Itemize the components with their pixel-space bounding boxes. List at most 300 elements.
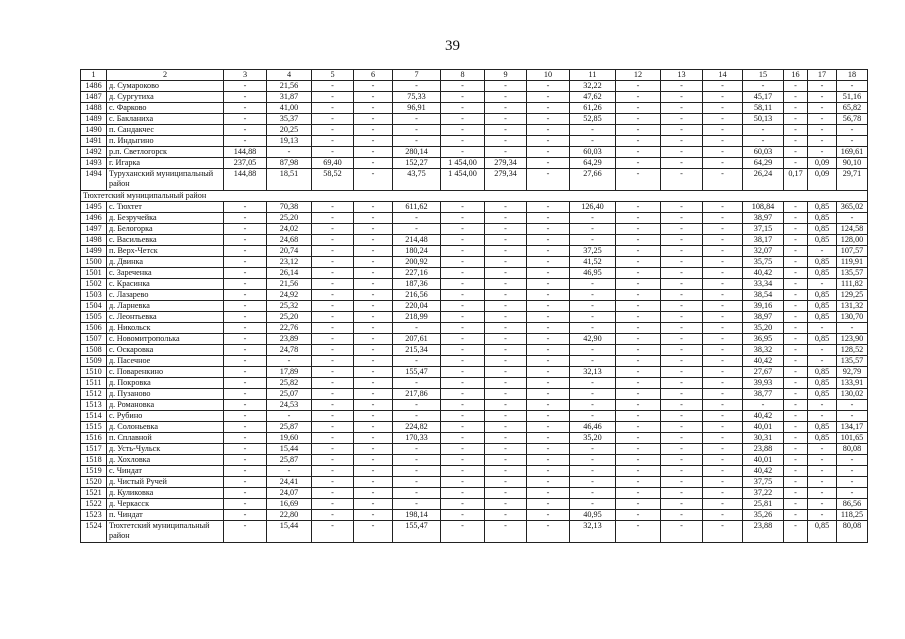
value-cell: 25,81 (743, 499, 784, 510)
settlement-name-cell: д. Покровка (107, 378, 224, 389)
value-cell: - (703, 323, 743, 334)
value-cell: - (485, 510, 527, 521)
value-cell: - (224, 312, 267, 323)
settlement-name-cell: д. Ларневка (107, 301, 224, 312)
value-cell: - (661, 389, 703, 400)
value-cell: - (784, 301, 808, 312)
value-cell: 0,85 (808, 268, 837, 279)
row-number-cell: 1491 (81, 136, 107, 147)
value-cell: - (527, 92, 570, 103)
value-cell: 19,13 (267, 136, 312, 147)
value-cell: - (354, 356, 393, 367)
value-cell: - (354, 213, 393, 224)
table-row (81, 235, 868, 246)
value-cell: - (527, 103, 570, 114)
row-number-cell: 1506 (81, 323, 107, 334)
value-cell: 280,14 (393, 147, 441, 158)
table-row (81, 279, 868, 290)
value-cell: - (224, 323, 267, 334)
value-cell: - (485, 301, 527, 312)
value-cell: 0,85 (808, 334, 837, 345)
row-number-cell: 1486 (81, 81, 107, 92)
value-cell: - (703, 356, 743, 367)
value-cell: - (441, 114, 485, 125)
value-cell: - (784, 92, 808, 103)
value-cell: - (808, 114, 837, 125)
column-header: 3 (224, 70, 267, 81)
value-cell: - (527, 367, 570, 378)
value-cell: - (784, 158, 808, 169)
value-cell: - (703, 488, 743, 499)
value-cell: - (441, 433, 485, 444)
value-cell: - (354, 367, 393, 378)
value-cell: - (393, 466, 441, 477)
value-cell: 0,85 (808, 224, 837, 235)
value-cell: - (703, 411, 743, 422)
value-cell: - (784, 257, 808, 268)
value-cell: - (616, 136, 661, 147)
value-cell: - (661, 323, 703, 334)
value-cell: - (393, 499, 441, 510)
value-cell: 40,01 (743, 455, 784, 466)
value-cell: 144,88 (224, 169, 267, 191)
table-row (81, 422, 868, 433)
value-cell: - (703, 466, 743, 477)
value-cell: 0,85 (808, 433, 837, 444)
value-cell: - (312, 422, 354, 433)
value-cell: - (784, 411, 808, 422)
value-cell: - (224, 466, 267, 477)
value-cell: 69,40 (312, 158, 354, 169)
settlement-name-cell: д. Пузаново (107, 389, 224, 400)
value-cell: 27,67 (743, 367, 784, 378)
value-cell: 207,61 (393, 334, 441, 345)
table-row (81, 345, 868, 356)
settlement-name-cell: д. Романовка (107, 400, 224, 411)
value-cell: - (485, 411, 527, 422)
value-cell: 39,16 (743, 301, 784, 312)
value-cell: - (703, 125, 743, 136)
value-cell: - (661, 125, 703, 136)
value-cell: - (527, 455, 570, 466)
value-cell: - (527, 389, 570, 400)
value-cell: - (570, 389, 616, 400)
value-cell: - (616, 301, 661, 312)
value-cell: - (661, 235, 703, 246)
value-cell: 216,56 (393, 290, 441, 301)
value-cell: - (527, 235, 570, 246)
column-header: 14 (703, 70, 743, 81)
value-cell: - (485, 224, 527, 235)
value-cell: - (661, 81, 703, 92)
value-cell: - (312, 246, 354, 257)
value-cell: - (441, 378, 485, 389)
value-cell: 0,85 (808, 422, 837, 433)
row-number-cell: 1497 (81, 224, 107, 235)
value-cell: - (441, 477, 485, 488)
value-cell: - (570, 488, 616, 499)
value-cell: - (527, 213, 570, 224)
value-cell: 217,86 (393, 389, 441, 400)
value-cell: - (354, 279, 393, 290)
value-cell: - (570, 411, 616, 422)
value-cell: - (224, 92, 267, 103)
value-cell: - (354, 301, 393, 312)
value-cell: - (527, 499, 570, 510)
value-cell: - (441, 510, 485, 521)
value-cell: - (312, 81, 354, 92)
value-cell: - (570, 136, 616, 147)
value-cell: 41,52 (570, 257, 616, 268)
value-cell: - (784, 103, 808, 114)
value-cell: - (808, 455, 837, 466)
table-row (81, 92, 868, 103)
value-cell: - (616, 444, 661, 455)
value-cell: 0,85 (808, 378, 837, 389)
value-cell: 23,88 (743, 444, 784, 455)
table-row (81, 455, 868, 466)
value-cell: 25,32 (267, 301, 312, 312)
value-cell: - (808, 136, 837, 147)
value-cell: 92,79 (837, 367, 868, 378)
value-cell: 128,52 (837, 345, 868, 356)
settlement-name-cell: д. Чистый Ручей (107, 477, 224, 488)
value-cell: 134,17 (837, 422, 868, 433)
settlement-name-cell: с. Фарково (107, 103, 224, 114)
value-cell: 60,03 (570, 147, 616, 158)
value-cell: - (616, 477, 661, 488)
value-cell: - (312, 202, 354, 213)
value-cell: - (661, 356, 703, 367)
value-cell: - (393, 323, 441, 334)
value-cell: - (616, 510, 661, 521)
value-cell: - (527, 114, 570, 125)
value-cell: 1 454,00 (441, 169, 485, 191)
table-row (81, 433, 868, 444)
value-cell: - (312, 444, 354, 455)
value-cell: - (808, 125, 837, 136)
value-cell: 31,87 (267, 92, 312, 103)
value-cell: - (527, 433, 570, 444)
value-cell: - (224, 356, 267, 367)
value-cell: - (224, 400, 267, 411)
value-cell: - (312, 103, 354, 114)
table-row (81, 202, 868, 213)
value-cell: - (661, 224, 703, 235)
value-cell: - (527, 81, 570, 92)
value-cell: - (570, 466, 616, 477)
value-cell: - (224, 125, 267, 136)
value-cell: - (703, 202, 743, 213)
value-cell: - (354, 422, 393, 433)
value-cell: 40,42 (743, 466, 784, 477)
value-cell: 32,13 (570, 367, 616, 378)
value-cell: - (616, 400, 661, 411)
value-cell: - (312, 477, 354, 488)
table-header-row (81, 70, 868, 81)
value-cell: - (441, 81, 485, 92)
value-cell: - (784, 389, 808, 400)
table-row (81, 488, 868, 499)
value-cell: - (441, 455, 485, 466)
value-cell: - (616, 213, 661, 224)
value-cell: - (808, 510, 837, 521)
page-number: 39 (445, 38, 460, 54)
value-cell: - (267, 356, 312, 367)
value-cell: - (661, 488, 703, 499)
value-cell: - (784, 224, 808, 235)
value-cell: - (837, 477, 868, 488)
settlement-name-cell: Тюхтетский муниципальный район (107, 521, 224, 543)
value-cell: - (616, 257, 661, 268)
value-cell: - (784, 246, 808, 257)
value-cell: 37,15 (743, 224, 784, 235)
value-cell: - (784, 323, 808, 334)
value-cell: 611,62 (393, 202, 441, 213)
value-cell: - (527, 400, 570, 411)
table-row (81, 444, 868, 455)
table-row (81, 312, 868, 323)
value-cell: - (354, 147, 393, 158)
value-cell: - (703, 224, 743, 235)
value-cell: 26,14 (267, 268, 312, 279)
value-cell: - (808, 345, 837, 356)
value-cell: 198,14 (393, 510, 441, 521)
value-cell: 56,78 (837, 114, 868, 125)
value-cell: 38,97 (743, 312, 784, 323)
value-cell: 237,05 (224, 158, 267, 169)
value-cell: - (616, 268, 661, 279)
value-cell: - (312, 114, 354, 125)
value-cell: - (224, 103, 267, 114)
value-cell: - (224, 114, 267, 125)
row-number-cell: 1490 (81, 125, 107, 136)
value-cell: - (527, 356, 570, 367)
value-cell: - (616, 433, 661, 444)
value-cell: - (312, 323, 354, 334)
value-cell: - (808, 411, 837, 422)
settlement-name-cell: п. Сплавной (107, 433, 224, 444)
settlement-name-cell: р.п. Светлогорск (107, 147, 224, 158)
table-row (81, 257, 868, 268)
row-number-cell: 1518 (81, 455, 107, 466)
value-cell: - (703, 147, 743, 158)
value-cell: - (354, 224, 393, 235)
table-row (81, 411, 868, 422)
value-cell: - (354, 477, 393, 488)
value-cell: - (570, 235, 616, 246)
value-cell: 39,93 (743, 378, 784, 389)
column-header: 7 (393, 70, 441, 81)
value-cell: - (312, 356, 354, 367)
settlement-name-cell: д. Двинка (107, 257, 224, 268)
value-cell: - (224, 213, 267, 224)
value-cell: - (393, 136, 441, 147)
value-cell: 65,82 (837, 103, 868, 114)
value-cell: 218,99 (393, 312, 441, 323)
value-cell: - (312, 268, 354, 279)
value-cell: 80,08 (837, 444, 868, 455)
value-cell: - (441, 246, 485, 257)
row-number-cell: 1504 (81, 301, 107, 312)
value-cell: - (784, 268, 808, 279)
value-cell: - (616, 290, 661, 301)
table-row (81, 367, 868, 378)
value-cell: 0,85 (808, 257, 837, 268)
value-cell: 29,71 (837, 169, 868, 191)
value-cell: - (616, 389, 661, 400)
value-cell: - (312, 147, 354, 158)
value-cell: 0,85 (808, 202, 837, 213)
value-cell: - (224, 224, 267, 235)
value-cell: - (441, 312, 485, 323)
value-cell: 64,29 (570, 158, 616, 169)
row-number-cell: 1499 (81, 246, 107, 257)
value-cell: - (616, 323, 661, 334)
value-cell: - (485, 488, 527, 499)
value-cell: - (616, 81, 661, 92)
value-cell: - (784, 235, 808, 246)
value-cell: - (784, 499, 808, 510)
value-cell: 155,47 (393, 521, 441, 543)
value-cell: - (784, 356, 808, 367)
value-cell: - (570, 224, 616, 235)
value-cell: - (354, 92, 393, 103)
value-cell: 24,02 (267, 224, 312, 235)
value-cell: - (837, 213, 868, 224)
value-cell: - (312, 290, 354, 301)
value-cell: - (784, 433, 808, 444)
value-cell: - (485, 455, 527, 466)
value-cell: 35,20 (570, 433, 616, 444)
row-number-cell: 1507 (81, 334, 107, 345)
value-cell: 38,32 (743, 345, 784, 356)
value-cell: 21,56 (267, 81, 312, 92)
row-number-cell: 1492 (81, 147, 107, 158)
value-cell: - (267, 411, 312, 422)
value-cell: - (703, 169, 743, 191)
value-cell: 46,46 (570, 422, 616, 433)
value-cell: - (703, 334, 743, 345)
value-cell: - (224, 334, 267, 345)
row-number-cell: 1523 (81, 510, 107, 521)
value-cell: - (312, 224, 354, 235)
value-cell: 38,17 (743, 235, 784, 246)
value-cell: - (616, 488, 661, 499)
value-cell: - (312, 92, 354, 103)
row-number-cell: 1511 (81, 378, 107, 389)
value-cell: - (312, 455, 354, 466)
settlement-name-cell: Туруханский муниципальный район (107, 169, 224, 191)
value-cell: - (616, 202, 661, 213)
value-cell: - (485, 400, 527, 411)
value-cell: - (703, 246, 743, 257)
table-row (81, 334, 868, 345)
value-cell: - (784, 367, 808, 378)
value-cell: 215,34 (393, 345, 441, 356)
value-cell: - (527, 246, 570, 257)
value-cell: - (485, 136, 527, 147)
value-cell: - (784, 202, 808, 213)
value-cell: - (616, 147, 661, 158)
row-number-cell: 1496 (81, 213, 107, 224)
value-cell: - (267, 466, 312, 477)
value-cell: - (703, 279, 743, 290)
row-number-cell: 1521 (81, 488, 107, 499)
value-cell: - (224, 81, 267, 92)
value-cell: - (527, 125, 570, 136)
value-cell: 25,82 (267, 378, 312, 389)
value-cell: - (441, 345, 485, 356)
value-cell: - (224, 345, 267, 356)
value-cell: - (354, 455, 393, 466)
value-cell: - (527, 290, 570, 301)
value-cell: - (393, 400, 441, 411)
value-cell: - (354, 202, 393, 213)
row-number-cell: 1505 (81, 312, 107, 323)
value-cell: - (784, 378, 808, 389)
value-cell: 75,33 (393, 92, 441, 103)
value-cell: - (485, 477, 527, 488)
value-cell: - (616, 169, 661, 191)
column-header: 18 (837, 70, 868, 81)
value-cell: - (485, 466, 527, 477)
value-cell: 42,90 (570, 334, 616, 345)
row-number-cell: 1503 (81, 290, 107, 301)
settlement-name-cell: с. Красинка (107, 279, 224, 290)
value-cell: - (485, 202, 527, 213)
value-cell: - (616, 279, 661, 290)
row-number-cell: 1519 (81, 466, 107, 477)
value-cell: - (703, 367, 743, 378)
value-cell: - (527, 323, 570, 334)
value-cell: - (485, 422, 527, 433)
value-cell: - (703, 257, 743, 268)
value-cell: - (312, 345, 354, 356)
value-cell: - (661, 521, 703, 543)
value-cell: - (312, 312, 354, 323)
table-row (81, 477, 868, 488)
value-cell: - (354, 334, 393, 345)
value-cell: - (312, 279, 354, 290)
value-cell: - (224, 246, 267, 257)
value-cell: - (703, 345, 743, 356)
value-cell: - (784, 213, 808, 224)
value-cell: - (441, 356, 485, 367)
value-cell: 38,54 (743, 290, 784, 301)
value-cell: - (485, 125, 527, 136)
row-number-cell: 1500 (81, 257, 107, 268)
row-number-cell: 1515 (81, 422, 107, 433)
value-cell: 128,00 (837, 235, 868, 246)
value-cell: - (393, 356, 441, 367)
value-cell: - (570, 290, 616, 301)
value-cell: - (661, 378, 703, 389)
value-cell: 24,92 (267, 290, 312, 301)
value-cell: - (784, 477, 808, 488)
value-cell: - (312, 257, 354, 268)
value-cell: 0,85 (808, 213, 837, 224)
value-cell: - (527, 257, 570, 268)
value-cell: - (527, 444, 570, 455)
value-cell: - (441, 268, 485, 279)
value-cell: - (616, 224, 661, 235)
value-cell: - (743, 125, 784, 136)
table-row (81, 114, 868, 125)
value-cell: - (485, 81, 527, 92)
value-cell: - (784, 290, 808, 301)
value-cell: - (661, 169, 703, 191)
